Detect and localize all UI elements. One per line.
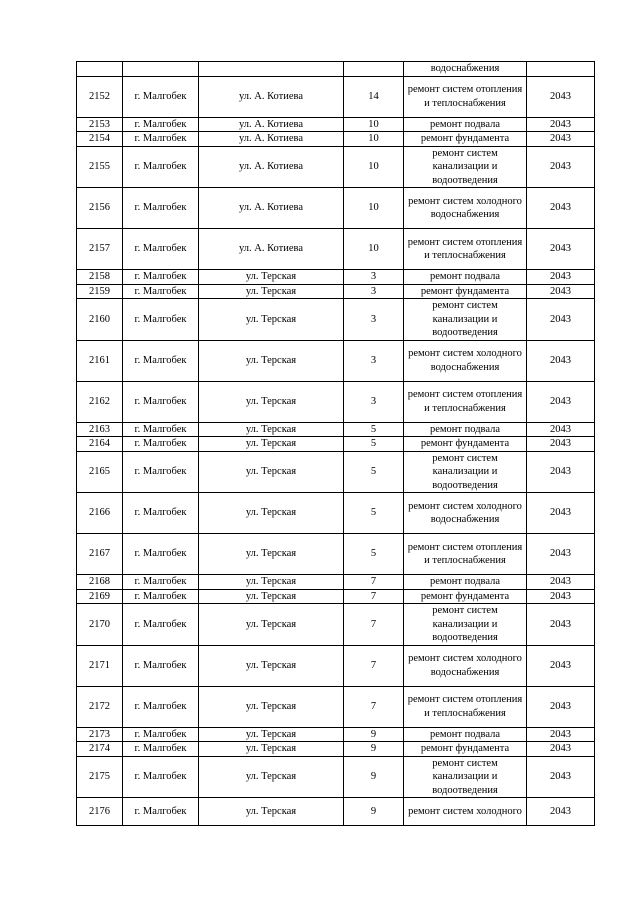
table-row (77, 604, 595, 646)
table-row (77, 727, 595, 742)
cell-num: 2155 (77, 146, 123, 188)
cell-num: 2156 (77, 188, 123, 229)
cell-num: 2158 (77, 270, 123, 285)
cell-house: 3 (344, 270, 404, 285)
table-row (77, 437, 595, 452)
cell-city: г. Малгобек (123, 589, 199, 604)
cell-house: 5 (344, 422, 404, 437)
cell-work: ремонт систем отопления и теплоснабжения (404, 686, 527, 727)
table-row (77, 493, 595, 534)
cell-house: 14 (344, 76, 404, 117)
table-row (77, 798, 595, 826)
cell-work: ремонт подвала (404, 422, 527, 437)
cell-work: ремонт систем канализации и водоотведения (404, 451, 527, 493)
cell-num: 2167 (77, 534, 123, 575)
cell-city: г. Малгобек (123, 270, 199, 285)
cell-city: г. Малгобек (123, 132, 199, 147)
cell-city: г. Малгобек (123, 798, 199, 826)
cell-street: ул. А. Котиева (199, 188, 344, 229)
cell-city: г. Малгобек (123, 422, 199, 437)
cell-year: 2043 (527, 270, 595, 285)
cell-work: ремонт систем холодного (404, 798, 527, 826)
cell-city: г. Малгобек (123, 299, 199, 341)
cell-num: 2169 (77, 589, 123, 604)
cell-num: 2160 (77, 299, 123, 341)
cell-num: 2161 (77, 340, 123, 381)
cell-work: ремонт систем отопления и теплоснабжения (404, 381, 527, 422)
cell-house: 10 (344, 132, 404, 147)
cell-city: г. Малгобек (123, 645, 199, 686)
cell-work: ремонт систем холодного водоснабжения (404, 340, 527, 381)
cell-city: г. Малгобек (123, 284, 199, 299)
cell-year: 2043 (527, 645, 595, 686)
table-row (77, 534, 595, 575)
cell-year: 2043 (527, 229, 595, 270)
cell-city: г. Малгобек (123, 437, 199, 452)
cell-work: ремонт систем холодного водоснабжения (404, 188, 527, 229)
cell-city: г. Малгобек (123, 756, 199, 798)
cell-house: 9 (344, 756, 404, 798)
table-row (77, 117, 595, 132)
cell-street: ул. Терская (199, 381, 344, 422)
table-body (77, 62, 595, 826)
cell-city: г. Малгобек (123, 188, 199, 229)
cell-year (527, 62, 595, 77)
cell-city: г. Малгобек (123, 76, 199, 117)
cell-num: 2166 (77, 493, 123, 534)
table-row (77, 451, 595, 493)
cell-house: 7 (344, 686, 404, 727)
cell-street: ул. Терская (199, 284, 344, 299)
cell-num: 2163 (77, 422, 123, 437)
cell-num: 2168 (77, 575, 123, 590)
cell-house: 7 (344, 645, 404, 686)
cell-num: 2159 (77, 284, 123, 299)
table-row (77, 575, 595, 590)
cell-year: 2043 (527, 146, 595, 188)
cell-num: 2176 (77, 798, 123, 826)
cell-house: 7 (344, 604, 404, 646)
cell-year: 2043 (527, 117, 595, 132)
cell-street: ул. Терская (199, 575, 344, 590)
cell-house: 7 (344, 589, 404, 604)
cell-year: 2043 (527, 686, 595, 727)
table-row (77, 756, 595, 798)
cell-house: 5 (344, 451, 404, 493)
cell-city: г. Малгобек (123, 604, 199, 646)
cell-work: ремонт систем холодного водоснабжения (404, 645, 527, 686)
cell-num: 2162 (77, 381, 123, 422)
cell-street: ул. Терская (199, 451, 344, 493)
cell-house: 5 (344, 534, 404, 575)
cell-street: ул. Терская (199, 686, 344, 727)
cell-year: 2043 (527, 575, 595, 590)
cell-num: 2175 (77, 756, 123, 798)
cell-num: 2172 (77, 686, 123, 727)
cell-city: г. Малгобек (123, 340, 199, 381)
cell-house: 9 (344, 798, 404, 826)
table-row (77, 340, 595, 381)
cell-year: 2043 (527, 437, 595, 452)
cell-year: 2043 (527, 604, 595, 646)
cell-city: г. Малгобек (123, 451, 199, 493)
cell-year: 2043 (527, 284, 595, 299)
cell-street: ул. Терская (199, 437, 344, 452)
cell-year: 2043 (527, 798, 595, 826)
cell-year: 2043 (527, 534, 595, 575)
cell-year: 2043 (527, 381, 595, 422)
cell-house: 7 (344, 575, 404, 590)
cell-work: ремонт систем канализации и водоотведения (404, 604, 527, 646)
cell-num: 2173 (77, 727, 123, 742)
cell-work: ремонт фундамента (404, 437, 527, 452)
table-row (77, 62, 595, 77)
cell-house: 9 (344, 742, 404, 757)
cell-work: ремонт систем холодного водоснабжения (404, 493, 527, 534)
cell-street: ул. Терская (199, 493, 344, 534)
table-row (77, 381, 595, 422)
cell-year: 2043 (527, 299, 595, 341)
cell-street: ул. Терская (199, 422, 344, 437)
cell-street: ул. А. Котиева (199, 117, 344, 132)
table-row (77, 132, 595, 147)
cell-work: ремонт систем канализации и водоотведения (404, 299, 527, 341)
cell-city: г. Малгобек (123, 493, 199, 534)
cell-work: ремонт фундамента (404, 132, 527, 147)
cell-work: ремонт подвала (404, 575, 527, 590)
cell-num: 2152 (77, 76, 123, 117)
cell-street: ул. Терская (199, 589, 344, 604)
cell-year: 2043 (527, 727, 595, 742)
cell-city: г. Малгобек (123, 686, 199, 727)
cell-num: 2153 (77, 117, 123, 132)
cell-work: ремонт подвала (404, 270, 527, 285)
cell-city: г. Малгобек (123, 146, 199, 188)
cell-city: г. Малгобек (123, 742, 199, 757)
table-row (77, 589, 595, 604)
cell-house: 5 (344, 493, 404, 534)
cell-house: 3 (344, 340, 404, 381)
cell-street: ул. Терская (199, 604, 344, 646)
cell-street: ул. Терская (199, 534, 344, 575)
cell-street: ул. А. Котиева (199, 229, 344, 270)
cell-street: ул. А. Котиева (199, 132, 344, 147)
cell-street: ул. Терская (199, 756, 344, 798)
cell-num: 2164 (77, 437, 123, 452)
cell-num: 2154 (77, 132, 123, 147)
cell-work: водоснабжения (404, 62, 527, 77)
cell-house: 9 (344, 727, 404, 742)
cell-house: 10 (344, 229, 404, 270)
cell-city: г. Малгобек (123, 117, 199, 132)
cell-year: 2043 (527, 188, 595, 229)
cell-year: 2043 (527, 76, 595, 117)
cell-street: ул. Терская (199, 727, 344, 742)
cell-year: 2043 (527, 422, 595, 437)
table-row (77, 284, 595, 299)
cell-year: 2043 (527, 742, 595, 757)
cell-house: 10 (344, 146, 404, 188)
cell-street: ул. Терская (199, 270, 344, 285)
cell-year: 2043 (527, 756, 595, 798)
repair-schedule-table (76, 61, 595, 826)
table-row (77, 299, 595, 341)
cell-city: г. Малгобек (123, 727, 199, 742)
cell-house: 3 (344, 284, 404, 299)
cell-work: ремонт фундамента (404, 589, 527, 604)
cell-house: 5 (344, 437, 404, 452)
cell-street: ул. Терская (199, 645, 344, 686)
cell-year: 2043 (527, 451, 595, 493)
cell-year: 2043 (527, 493, 595, 534)
cell-work: ремонт систем канализации и водоотведения (404, 146, 527, 188)
cell-street: ул. Терская (199, 299, 344, 341)
table-row (77, 686, 595, 727)
table-row (77, 422, 595, 437)
table-row (77, 76, 595, 117)
cell-house (344, 62, 404, 77)
cell-num: 2174 (77, 742, 123, 757)
cell-street (199, 62, 344, 77)
cell-city: г. Малгобек (123, 229, 199, 270)
table-row (77, 229, 595, 270)
cell-city: г. Малгобек (123, 575, 199, 590)
cell-work: ремонт систем отопления и теплоснабжения (404, 76, 527, 117)
cell-num: 2157 (77, 229, 123, 270)
cell-num: 2165 (77, 451, 123, 493)
cell-city: г. Малгобек (123, 381, 199, 422)
cell-num (77, 62, 123, 77)
cell-street: ул. Терская (199, 798, 344, 826)
cell-house: 10 (344, 117, 404, 132)
cell-street: ул. Терская (199, 340, 344, 381)
cell-street: ул. Терская (199, 742, 344, 757)
table-row (77, 188, 595, 229)
cell-street: ул. А. Котиева (199, 146, 344, 188)
cell-street: ул. А. Котиева (199, 76, 344, 117)
cell-house: 3 (344, 381, 404, 422)
cell-num: 2171 (77, 645, 123, 686)
table-row (77, 645, 595, 686)
cell-work: ремонт систем канализации и водоотведения (404, 756, 527, 798)
table-row (77, 742, 595, 757)
cell-work: ремонт систем отопления и теплоснабжения (404, 534, 527, 575)
table-row (77, 270, 595, 285)
cell-work: ремонт подвала (404, 727, 527, 742)
cell-house: 3 (344, 299, 404, 341)
table-row (77, 146, 595, 188)
cell-year: 2043 (527, 340, 595, 381)
cell-year: 2043 (527, 589, 595, 604)
cell-house: 10 (344, 188, 404, 229)
cell-year: 2043 (527, 132, 595, 147)
cell-work: ремонт подвала (404, 117, 527, 132)
cell-city: г. Малгобек (123, 534, 199, 575)
cell-work: ремонт систем отопления и теплоснабжения (404, 229, 527, 270)
cell-num: 2170 (77, 604, 123, 646)
cell-work: ремонт фундамента (404, 284, 527, 299)
cell-city (123, 62, 199, 77)
cell-work: ремонт фундамента (404, 742, 527, 757)
